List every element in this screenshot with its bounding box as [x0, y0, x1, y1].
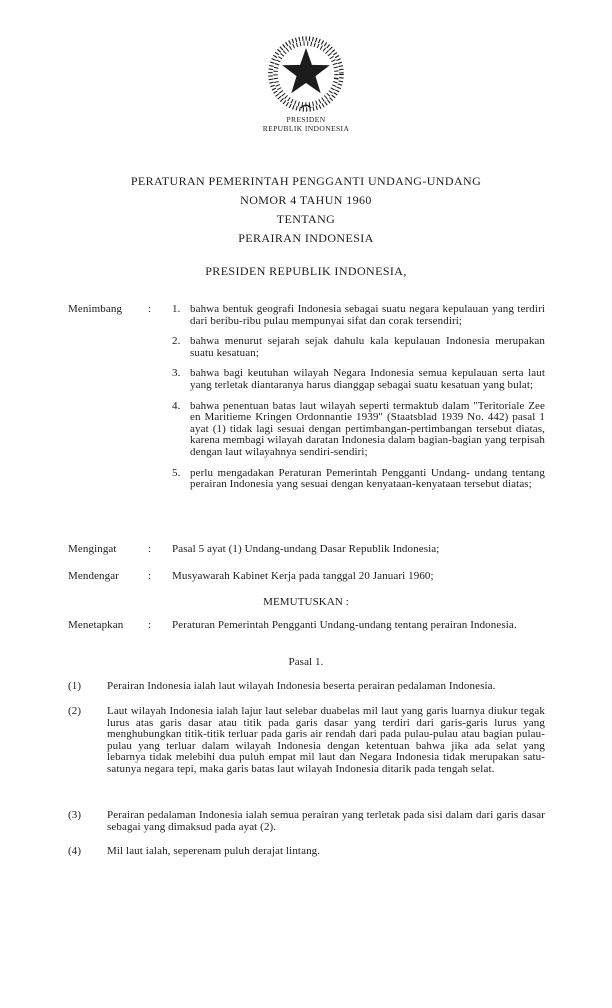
- item-text: bahwa bentuk geografi Indonesia sebagai suatu negara kepulauan yang terdiri dari beribu-ribu pulau mempunyai sifat dan corak tersendiri;: [190, 303, 545, 327]
- mengingat-section: [68, 544, 545, 556]
- emblem-caption: [0, 115, 612, 133]
- menimbang-item-4: [172, 401, 545, 459]
- emblem-caption-line1: PRESIDEN: [286, 115, 326, 124]
- menimbang-colon: :: [148, 303, 152, 315]
- pasal-1-clause-2: [68, 706, 545, 776]
- item-text: bahwa bagi keutuhan wilayah Negara Indonesia semua kepulauan serta laut yang terletak diantaranya harus dianggap sebagai suatu kesatuan yang bulat;: [190, 367, 545, 391]
- mendengar-label: Mendengar: [68, 570, 119, 582]
- item-text: bahwa menurut sejarah sejak dahulu kala kepulauan Indonesia merupakan suatu kesatuan;: [190, 335, 545, 359]
- menetapkan-text: Peraturan Pemerintah Pengganti Undang-undang tentang perairan Indonesia.: [172, 619, 517, 631]
- item-number: 2.: [172, 335, 181, 348]
- title-line-tentang: TENTANG: [276, 212, 336, 226]
- menimbang-item-1: [172, 304, 545, 327]
- document-title: [0, 172, 612, 248]
- menimbang-item-5: [172, 468, 545, 491]
- item-number: 1.: [172, 303, 181, 315]
- item-number: 5.: [172, 466, 181, 479]
- mengingat-label: Mengingat: [68, 543, 117, 555]
- clause-text: Perairan pedalaman Indonesia ialah semua perairan yang terletak pada sisi dalam dari garis dasar sebagai yang dimaksud pada ayat (2).: [107, 809, 545, 833]
- mendengar-colon: :: [148, 570, 152, 582]
- item-text: perlu mengadakan Peraturan Pemerintah Pengganti Undang- undang tentang perairan Indonesia yang sesuai dengan kenyataan-kenyataan tersebut diatas;: [190, 466, 545, 491]
- clause-text: Laut wilayah Indonesia ialah lajur laut selebar duabelas mil laut yang garis luarnya diukur tegak lurus atas garis dasar atau titik pada garis dasar yang terdiri dari garis-garis lurus yang menghubungkan titik-titik terluar pada garis air rendah dari pada pulau-pulau atau bagian pulau-pulau yang terluar dalam wilayah Indonesia dengan ketentuan bahwa jika ada selat yang lebarnya tidak melebihi dua puluh empat mil laut dan Negara Indonesia tidak merupakan satu-satunya negara tepi, maka garis batas laut wilayah Indonesia ditarik pada tengah selat.: [107, 705, 545, 775]
- clause-text: Mil laut ialah, seperenam puluh derajat lintang.: [107, 845, 321, 857]
- menimbang-item-3: [172, 368, 545, 391]
- mengingat-colon: :: [148, 543, 152, 555]
- menimbang-items: [172, 304, 545, 491]
- menetapkan-section: [68, 620, 545, 632]
- title-line-regulation: PERATURAN PEMERINTAH PENGGANTI UNDANG-UNDANG: [130, 174, 482, 188]
- clause-text: Perairan Indonesia ialah laut wilayah Indonesia beserta perairan pedalaman Indonesia.: [107, 680, 496, 692]
- pasal-1-clause-1: [68, 681, 545, 693]
- menetapkan-colon: :: [148, 619, 152, 631]
- opening-heading: PRESIDEN REPUBLIK INDONESIA,: [205, 264, 407, 278]
- clause-number: (4): [68, 845, 82, 857]
- mengingat-text: Pasal 5 ayat (1) Undang-undang Dasar Republik Indonesia;: [172, 543, 440, 555]
- item-text: bahwa penentuan batas laut wilayah seperti termaktub dalam "Teritoriale Zee en Maritieme Kringen Ordonnantie 1939" (Staatsblad 1939 No. 442) pasal 1 ayat (1) tidak lagi sesuai dengan pertimbangan-pertimbangan tersebut diatas, karena membagi wilayah daratan Indonesia dalam bagian-bagian yang terpisah dengan laut wilayahnya sendiri-sendiri;: [190, 399, 545, 458]
- memutuskan-heading: MEMUTUSKAN :: [263, 596, 349, 608]
- emblem-caption-line2: REPUBLIK INDONESIA: [262, 124, 350, 133]
- presidential-emblem: [265, 34, 347, 116]
- mendengar-section: [68, 571, 545, 583]
- item-number: 4.: [172, 399, 181, 412]
- title-line-number: NOMOR 4 TAHUN 1960: [240, 193, 372, 207]
- clause-number: (3): [68, 809, 82, 821]
- pasal-1-clause-3: [68, 810, 545, 833]
- clause-number: (2): [68, 705, 82, 717]
- star-wreath-icon: [265, 34, 347, 116]
- clause-number: (1): [68, 680, 82, 692]
- pasal-1-clause-4: [68, 846, 545, 858]
- pasal-1-heading: Pasal 1.: [288, 656, 324, 668]
- mendengar-text: Musyawarah Kabinet Kerja pada tanggal 20 Januari 1960;: [172, 570, 434, 582]
- menimbang-section: [68, 304, 545, 491]
- title-line-subject: PERAIRAN INDONESIA: [238, 231, 374, 245]
- menetapkan-label: Menetapkan: [68, 619, 124, 631]
- menimbang-label: Menimbang: [68, 303, 123, 315]
- menimbang-item-2: [172, 336, 545, 359]
- item-number: 3.: [172, 367, 181, 380]
